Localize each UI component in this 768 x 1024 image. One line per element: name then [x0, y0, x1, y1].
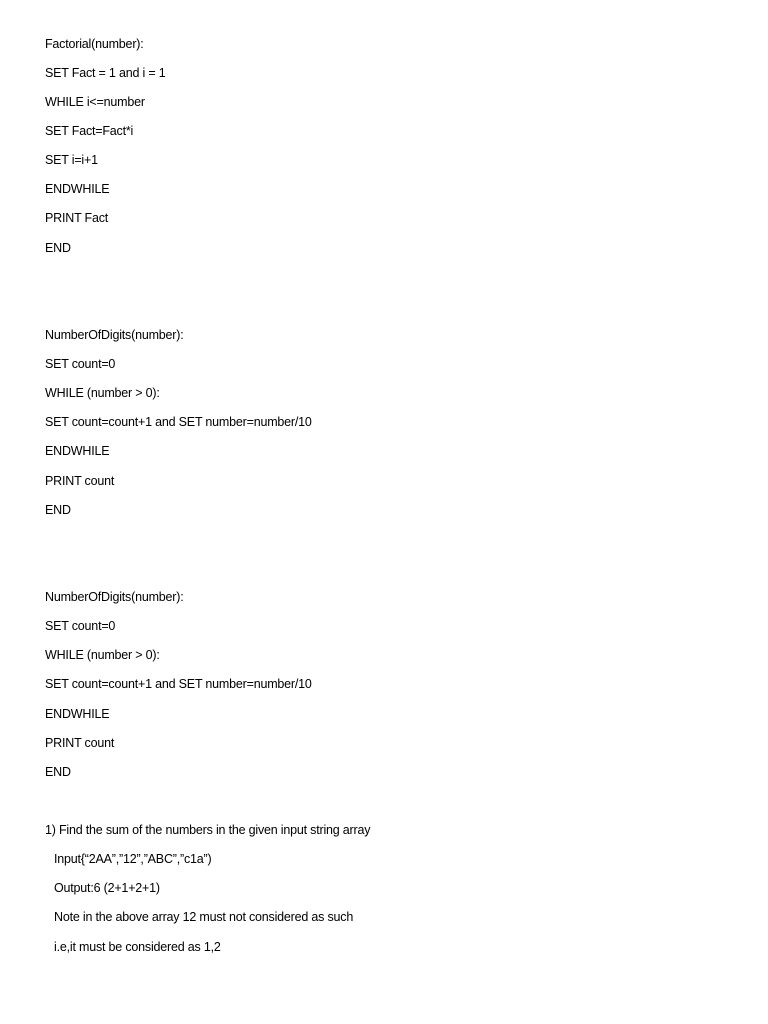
problem-output: Output:6 (2+1+2+1)	[54, 881, 160, 895]
problem-note-continued: i.e,it must be considered as 1,2	[54, 940, 221, 954]
code-line: SET Fact = 1 and i = 1	[45, 66, 166, 80]
code-line: PRINT count	[45, 474, 115, 488]
problem-title: 1) Find the sum of the numbers in the given input string array	[45, 823, 371, 837]
code-line: END	[45, 503, 71, 517]
code-line: SET count=0	[45, 357, 116, 371]
code-line: WHILE i<=number	[45, 95, 145, 109]
code-line: ENDWHILE	[45, 444, 110, 458]
problem-input: Input{“2AA”,”12”,”ABC”,”c1a”)	[54, 852, 212, 866]
code-line: SET count=count+1 and SET number=number/10	[45, 677, 312, 691]
code-line: Factorial(number):	[45, 37, 144, 51]
code-line: NumberOfDigits(number):	[45, 590, 184, 604]
code-line: SET i=i+1	[45, 153, 98, 167]
code-line: PRINT count	[45, 736, 115, 750]
code-line: SET Fact=Fact*i	[45, 124, 134, 138]
code-line: PRINT Fact	[45, 211, 109, 225]
code-line: SET count=0	[45, 619, 116, 633]
problem-note: Note in the above array 12 must not considered as such	[54, 910, 354, 924]
code-line: END	[45, 241, 71, 255]
code-line: NumberOfDigits(number):	[45, 328, 184, 342]
code-line: WHILE (number > 0):	[45, 386, 160, 400]
code-line: SET count=count+1 and SET number=number/10	[45, 415, 312, 429]
code-line: END	[45, 765, 71, 779]
code-line: WHILE (number > 0):	[45, 648, 160, 662]
code-line: ENDWHILE	[45, 707, 110, 721]
code-line: ENDWHILE	[45, 182, 110, 196]
